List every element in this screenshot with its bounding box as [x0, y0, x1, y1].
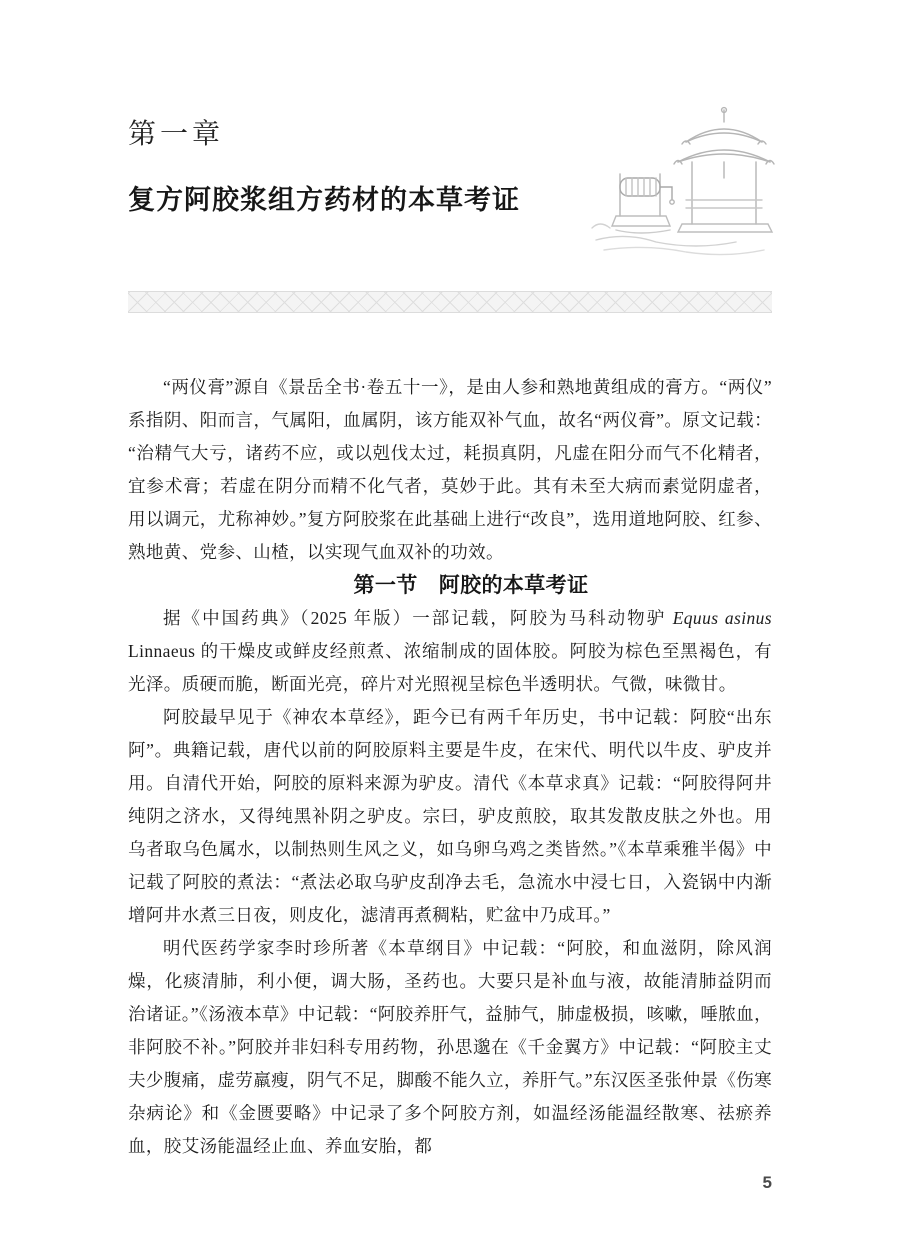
paragraph-history: 阿胶最早见于《神农本草经》，距今已有两千年历史，书中记载：阿胶“出东阿”。典籍记载，唐代以前的阿胶原料主要是牛皮，在宋代、明代以牛皮、驴皮并用。自清代开始，阿胶的原料来源为驴皮。清代《本草求真》记载：“阿胶得阿井纯阴之济水，又得纯黑补阴之驴皮。宗曰，驴皮煎胶，取其发散皮肤之外也。用乌者取乌色属水，以制热则生风之义，如乌卵乌鸡之类皆然。”《本草乘雅半偈》中记载了阿胶的煮法：“煮法必取乌驴皮刮净去毛，急流水中浸七日，入瓷锅中内渐增阿井水煮三日夜，则皮化，滤清再煮稠粘，贮盆中乃成耳。” — [128, 707, 772, 925]
page-number: 5 — [762, 1173, 772, 1192]
paragraph-run: Linnaeus 的干燥皮或鲜皮经煎煮、浓缩制成的固体胶。阿胶为棕色至黑褐色，有光泽。质硬而脆，断面光亮，碎片对光照视呈棕色半透明状。气微，味微甘。 — [128, 641, 772, 694]
lattice-divider-band — [128, 291, 772, 313]
paragraph-bencao: 明代医药学家李时珍所著《本草纲目》中记载：“阿胶，和血滋阴，除风润燥，化痰清肺，利小便，调大肠，圣药也。大要只是补血与液，故能清肺益阴而治诸证。”《汤液本草》中记载：“阿胶养肝气，益肺气，肺虚极损，咳嗽，唾脓血，非阿胶不补。”阿胶并非妇科专用药物，孙思邈在《千金翼方》中记载：“阿胶主丈夫少腹痛，虚劳羸瘦，阴气不足，脚酸不能久立，养肝气。”东汉医圣张仲景《伤寒杂病论》和《金匮要略》中记录了多个阿胶方剂，如温经汤能温经散寒、祛瘀养血，胶艾汤能温经止血、养血安胎，都 — [128, 938, 772, 1156]
section-title: 阿胶的本草考证 — [438, 574, 589, 597]
latin-species-name: Equus asinus — [672, 608, 772, 628]
body-text — [128, 371, 772, 1163]
section-number: 第一节 — [353, 574, 418, 597]
chapter-header — [128, 112, 772, 217]
chapter-label: 第一章 — [128, 119, 225, 150]
section-heading — [128, 569, 772, 602]
intro-paragraph: “两仪膏”源自《景岳全书·卷五十一》，是由人参和熟地黄组成的膏方。“两仪”系指阴、阳而言，气属阳，血属阴，该方能双补气血，故名“两仪膏”。原文记载：“治精气大亏，诸药不应，或以剋伐太过，耗损真阴，凡虚在阳分而气不化精者，宜参术膏；若虚在阴分而精不化气者，莫妙于此。其有未至大病而素觉阴虚者，用以调元，尤称神妙。”复方阿胶浆在此基础上进行“改良”，选用道地阿胶、红参、熟地黄、党参、山楂，以实现气血双补的功效。 — [128, 377, 772, 562]
paragraph-run: 据《中国药典》（2025 年版）一部记载，阿胶为马科动物驴 — [163, 608, 673, 628]
page-content — [128, 112, 772, 1163]
paragraph-pharmacopoeia — [128, 602, 772, 701]
chapter-title: 复方阿胶浆组方药材的本草考证 — [128, 185, 520, 215]
